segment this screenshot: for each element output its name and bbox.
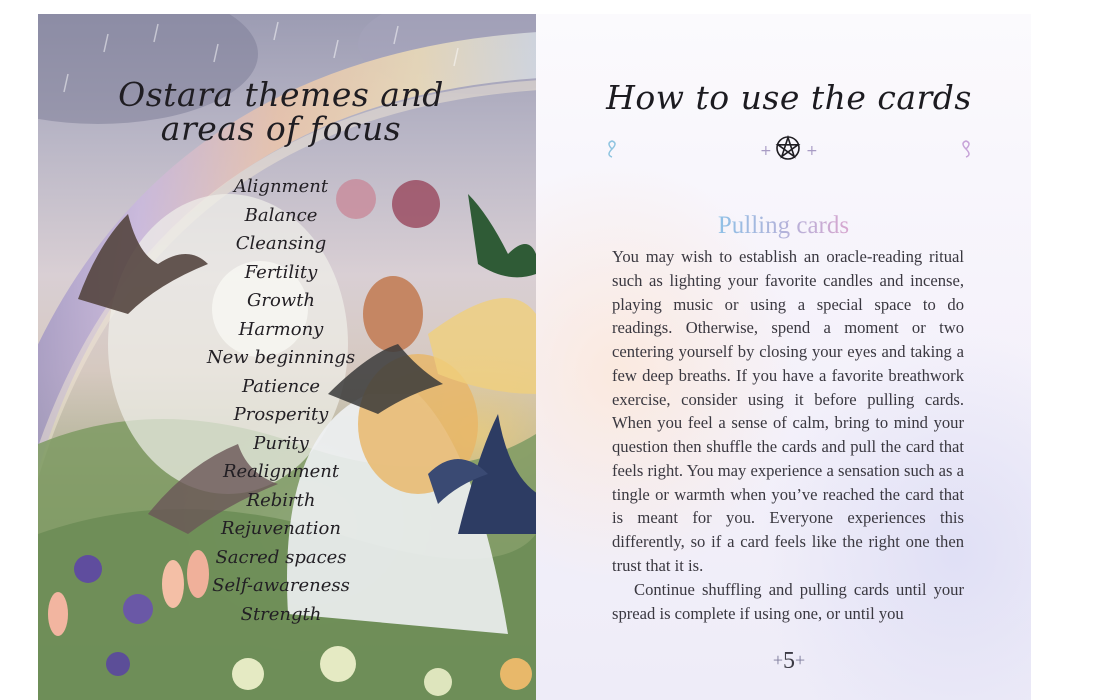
theme-item: Fertility (244, 261, 318, 283)
theme-item: Cleansing (235, 233, 327, 254)
themes-title (38, 75, 524, 148)
theme-item: Balance (244, 204, 318, 226)
ornamental-divider (602, 134, 976, 164)
theme-item: Purity (253, 432, 309, 454)
body-paragraph: Continue shuffling and pulling cards until your spread is complete if using one, or until you (612, 580, 964, 623)
section-heading: Pulling cards (717, 212, 850, 239)
left-page-illustration (38, 14, 536, 700)
theme-item: New beginnings (206, 347, 356, 368)
theme-item: Realignment (222, 461, 340, 482)
themes-list (38, 173, 524, 629)
page-title: How to use the cards (606, 78, 972, 117)
theme-item: Harmony (238, 318, 324, 340)
theme-item: Rebirth (246, 489, 316, 511)
theme-item: Alignment (233, 176, 329, 197)
theme-item: Self-awareness (212, 575, 350, 596)
page-number (536, 648, 1031, 675)
theme-item: Patience (241, 375, 320, 397)
page-number-value: 5 (783, 648, 795, 674)
right-page (536, 14, 1031, 700)
themes-title-line-2: areas of focus (160, 109, 402, 148)
pentacle-icon (777, 137, 799, 159)
theme-item: Growth (246, 290, 316, 311)
theme-item: Rejuvenation (221, 518, 341, 539)
body-paragraph: You may wish to establish an oracle-reading ritual such as lighting your favorite candles and incense, playing music or using a special space to do readings. Otherwise, spend a moment or two centering yourself by closing your eyes and taking a few deep breaths. If you have a favorite breathwork exercise, consider using it before pulling cards. When you feel a sense of calm, bring to mind your question then shuffle the cards and pull the card that feels right. You may experience a sensation such as a tingle or warmth when you’ve reached the card that is meant for you. Everyone experiences this differently, so if a card feels like the right one then trust that it is. (612, 247, 964, 575)
ornament-plus-icon: + (772, 650, 783, 670)
ornament-plus-icon: + (795, 650, 806, 670)
theme-item: Prosperity (233, 404, 329, 425)
svg-text:+: + (760, 143, 772, 159)
theme-item: Sacred spaces (215, 546, 347, 568)
theme-item: Strength (240, 603, 322, 625)
themes-title-line-1: Ostara themes and (118, 75, 444, 114)
svg-text:+: + (806, 143, 818, 159)
